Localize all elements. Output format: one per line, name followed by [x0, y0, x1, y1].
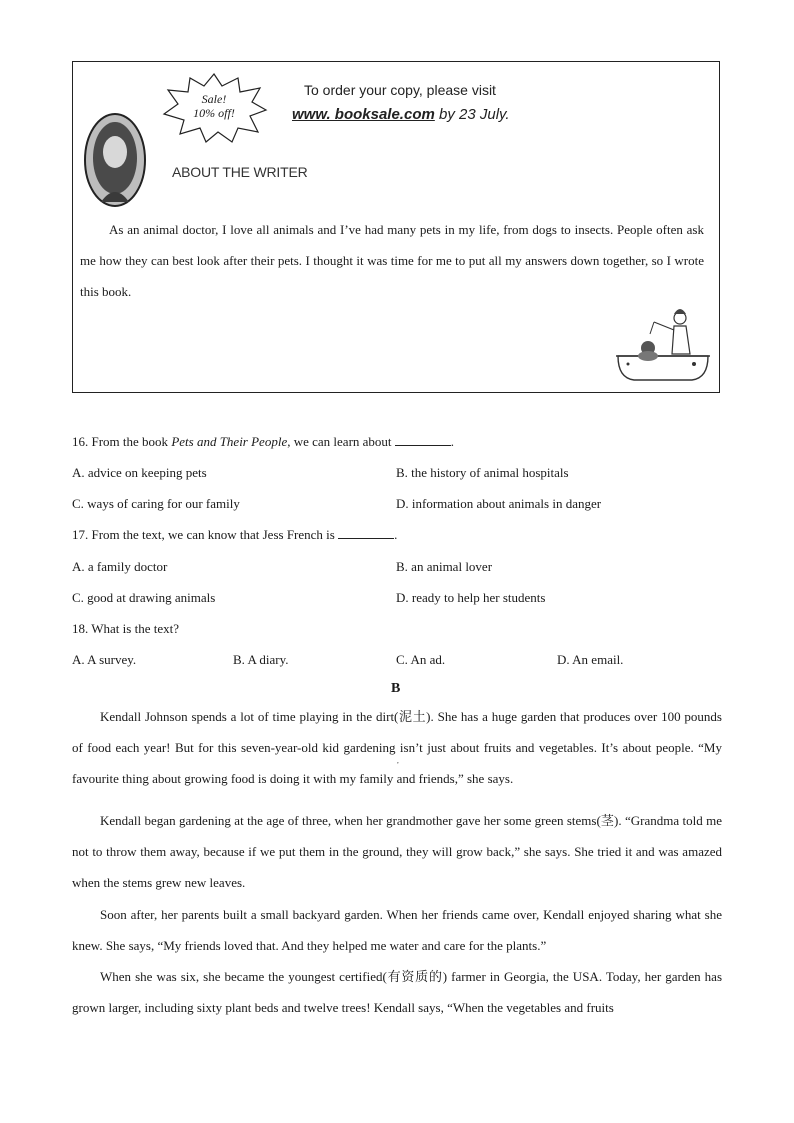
sale-line-1: Sale! — [201, 92, 227, 106]
order-url[interactable]: www. booksale.com — [292, 106, 435, 123]
passage-paragraph-3: Soon after, her parents built a small backyard garden. When her friends came over, Kendall enjoyed sharing what she knew. She says, “My friends loved that. And they helped me water and care for the plants.” — [72, 907, 722, 953]
q16-stem-start: 16. From the book — [72, 434, 172, 449]
sale-label — [160, 72, 268, 144]
order-instruction: To order your copy, please visit — [304, 82, 496, 98]
passage-paragraph-2: Kendall began gardening at the age of three, when her grandmother gave her some green stems(茎). “Grandma told me not to throw them away, because if we put them in the ground, they will grow back,” she says. She tried it and was amazed when the stems grew new leaves. — [72, 813, 722, 890]
section-b-heading: B — [391, 681, 401, 696]
about-writer-text: As an animal doctor, I love all animals and I’ve had many pets in my life, from dogs to insects. People often ask me how they can best look after their pets. I thought it was time for me to put all my answers down together, so I wrote this book. — [80, 222, 704, 299]
sale-line-2: 10% off! — [193, 106, 235, 120]
q16-option-a: A. advice on keeping pets — [72, 465, 207, 480]
q17-option-a: A. a family doctor — [72, 559, 168, 574]
order-link-line — [292, 106, 510, 123]
q18-option-d: D. An email. — [557, 652, 624, 667]
q16-period: . — [450, 434, 455, 449]
q16-option-c: C. ways of caring for our family — [72, 496, 240, 511]
q17-option-d: D. ready to help her students — [396, 590, 546, 605]
q17-option-b: B. an animal lover — [396, 559, 493, 574]
q17-period: . — [394, 527, 398, 542]
q16-option-d: D. information about animals in danger — [396, 496, 602, 511]
passage-paragraph-1: Kendall Johnson spends a lot of time playing in the dirt(泥土). She has a huge garden that produces over 100 pounds of food each year! But for this seven-year-old kid gardening isn’t just about fruits and vegetables. It’s about people. “My favourite thing about growing food is doing it with my family and friends,” she says. — [72, 709, 722, 786]
writer-portrait — [83, 112, 147, 208]
question-18: 18. What is the text? — [72, 621, 179, 636]
q16-option-b: B. the history of animal hospitals — [396, 465, 569, 480]
answer-blank[interactable] — [338, 527, 394, 539]
q16-stem-end: , we can learn about — [287, 434, 392, 449]
q18-option-c: C. An ad. — [396, 652, 446, 667]
question-16 — [72, 434, 454, 450]
about-writer-heading: ABOUT THE WRITER — [172, 164, 308, 180]
passage-paragraph-4: When she was six, she became the youngest certified(有资质的) farmer in Georgia, the USA. Today, her garden has grown larger, including sixty plant beds and twelve trees! Kendall says, “When the vegetables and fruits — [72, 969, 722, 1015]
stray-mark: , — [397, 757, 399, 765]
question-17 — [72, 527, 397, 543]
pet-bath-illustration — [614, 304, 710, 386]
q18-option-a: A. A survey. — [72, 652, 137, 667]
q17-stem: 17. From the text, we can know that Jess French is — [72, 527, 335, 542]
answer-blank[interactable] — [395, 434, 451, 446]
q16-book-title: Pets and Their People — [171, 434, 288, 449]
order-date: by 23 July. — [439, 106, 510, 123]
q17-option-c: C. good at drawing animals — [72, 590, 216, 605]
q18-option-b: B. A diary. — [233, 652, 289, 667]
